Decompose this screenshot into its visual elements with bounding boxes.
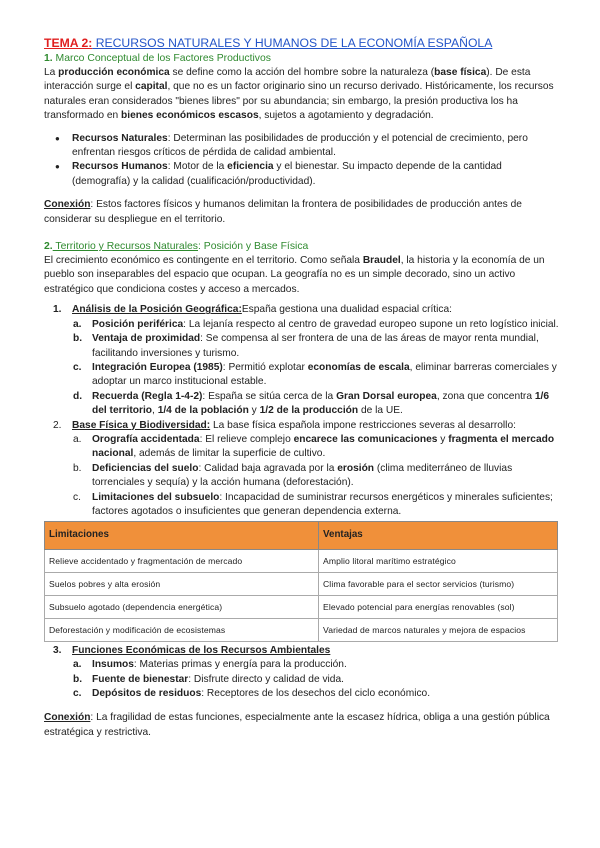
text-run: , además de limitar la superficie de cultivo. (133, 448, 326, 460)
sub-list-letter: d. (73, 390, 83, 402)
sub-list-letter: c. (73, 491, 81, 503)
conexion-text: : Estos factores físicos y humanos delimitan la frontera de posibilidades de producción antes de considerar su despliegue en el territorio. (44, 199, 522, 225)
text-run: : Se compensa al ser frontera de una de las áreas de mayor renta mundial, facilitando inversiones y turismo. (92, 333, 539, 359)
sub-list-item (44, 491, 560, 520)
text-run: : España se sitúa cerca de la (202, 390, 337, 402)
text-run: de la UE. (358, 405, 403, 417)
list-item-label: Análisis de la Posición Geográfica: (72, 304, 242, 316)
bold-term: bienes económicos escasos (121, 110, 259, 122)
text-run: : Determinan las posibilidades de producción y el potencial de crecimiento, pero enfrentan riesgos críticos de pérdida de calidad ambiental. (72, 132, 528, 159)
sub-list-letter: b. (73, 462, 82, 474)
bold-term: Deficiencias del suelo (92, 462, 199, 474)
bold-term: base física (434, 67, 487, 78)
text-run: : Incapacidad de suministrar recursos energéticos y minerales suficientes; factores agotados o insuficientes que generan dependencia externa. (92, 491, 553, 517)
section2-conexion (44, 711, 560, 740)
bold-term: Fuente de bienestar (92, 673, 189, 685)
list-item (44, 419, 560, 433)
text-run: , sujetos a agotamiento y degradación. (258, 110, 434, 122)
bold-term: Limitaciones del subsuelo (92, 491, 220, 503)
list-item-number: 2. (53, 419, 62, 431)
text-run: , eliminar barreras comerciales y adoptar un marco institucional estable. (92, 361, 557, 388)
sub-list-letter: b. (73, 333, 83, 345)
table-row (45, 618, 558, 641)
sub-list-item (44, 687, 560, 701)
text-run: : Receptores de los desechos del ciclo económico. (201, 688, 431, 699)
sub-list-item (44, 390, 560, 419)
text-run: se define como la acción del hombre sobre la naturaleza ( (169, 67, 435, 78)
bold-term: erosión (337, 462, 375, 474)
table-cell-ventaja: Amplio litoral marítimo estratégico (319, 549, 558, 572)
text-run: , que no es un factor originario sino un recurso derivado. Históricamente, los recursos naturales eran considerados "bienes libres" por su abundancia; sin embargo, la presión productiva los ha transformado en (44, 81, 554, 122)
section1-heading-number: 1. (44, 53, 53, 64)
table-cell-limitacion: Deforestación y modificación de ecosistemas (45, 618, 319, 641)
bold-term: 1/4 de la población (157, 405, 249, 417)
conexion-text: : La fragilidad de estas funciones, especialmente ante la escasez hídrica, obliga a una gestión pública estratégica y restrictiva. (44, 712, 550, 738)
conexion-label: Conexión (44, 712, 91, 724)
title-prefix: TEMA 2: (44, 36, 93, 50)
text-run: : Permitió explotar (222, 361, 308, 373)
sub-list-item (44, 361, 560, 390)
bold-term: Depósitos de residuos (92, 688, 202, 699)
sub-list-letter: c. (73, 361, 82, 373)
section1-bullet-list (44, 132, 560, 190)
sub-list-item (44, 332, 560, 361)
bold-term: eficiencia (227, 161, 274, 173)
sub-list-letter: c. (73, 688, 82, 699)
sub-list-item (44, 433, 560, 462)
sub-list-letter: b. (73, 673, 83, 685)
limitations-advantages-table (44, 521, 558, 641)
text-run: : Disfrute directo y calidad de vida. (188, 673, 344, 685)
text-run: : El relieve complejo (199, 433, 294, 445)
table-row (45, 572, 558, 595)
table-header-row (45, 522, 558, 549)
sub-list-letter: a. (73, 433, 82, 445)
text-run: El crecimiento económico es contingente en el territorio. Como señala (44, 255, 363, 267)
bold-term: economías de escala (307, 361, 410, 373)
list-item-label: Base Física y Biodiversidad: (72, 419, 211, 431)
bold-term: 1/2 de la producción (259, 405, 359, 417)
bold-term: Posición periférica (92, 318, 184, 330)
bold-term: fragmenta el mercado nacional (92, 433, 555, 460)
list-item (44, 303, 560, 317)
bold-term: encarece las comunicaciones (293, 433, 438, 445)
table-cell-limitacion: Suelos pobres y alta erosión (45, 572, 319, 595)
bold-term: producción económica (58, 67, 170, 78)
conexion-label: Conexión (44, 199, 91, 211)
text-run: (clima mediterráneo de lluvias torrenciales y sequía) y la acción humana (deforestación). (92, 462, 513, 489)
section1-intro (44, 66, 560, 124)
bold-term: Recursos Humanos (72, 161, 168, 173)
bold-term: 1/6 del territorio (92, 390, 549, 417)
section1-heading-text: Marco Conceptual de los Factores Productivos (52, 53, 271, 64)
text-run: : Calidad baja agravada por la (198, 462, 338, 474)
functions-list (44, 644, 560, 702)
text-run: ). De esta interacción surge el (44, 67, 531, 93)
sub-list-item (44, 673, 560, 687)
table-header-ventajas: Ventajas (319, 522, 558, 549)
section2-ordered-list (44, 303, 560, 519)
section2-heading-text-b: : Posición y Base Física (198, 241, 309, 253)
bold-term: Ventaja de proximidad (92, 333, 201, 345)
text-run: y (248, 405, 260, 417)
text-run: y el bienestar. Su impacto depende de la cantidad (demografía) y la calidad (cualificación/productividad). (72, 161, 502, 187)
table-row (45, 595, 558, 618)
section2-heading (44, 240, 560, 254)
list-item (44, 644, 560, 658)
section1-conexion (44, 198, 560, 227)
text-run: La (44, 67, 59, 78)
bold-term: Recursos Naturales (72, 132, 168, 144)
bullet-item (72, 132, 560, 161)
text-run: , la historia y la economía de un pueblo son inseparables del espacio que ocupan. La geografía no es un simple decorado, sino un activo estratégico que condiciona costes y acceso a mercados. (44, 255, 545, 295)
list-item-number: 3. (53, 644, 62, 656)
list-item-number: 1. (53, 304, 62, 316)
sub-list-item (44, 658, 560, 672)
table-header-limitaciones: Limitaciones (45, 522, 319, 549)
title-text: RECURSOS NATURALES Y HUMANOS DE LA ECONOMÍA ESPAÑOLA (92, 36, 493, 50)
table-cell-limitacion: Relieve accidentado y fragmentación de mercado (45, 549, 319, 572)
bold-term: Insumos (92, 659, 134, 671)
bold-term: Orografía accidentada (92, 433, 200, 445)
table-cell-limitacion: Subsuelo agotado (dependencia energética) (45, 595, 319, 618)
bold-term: capital (135, 81, 168, 93)
table-row (45, 549, 558, 572)
section2-intro (44, 254, 560, 297)
table-cell-ventaja: Variedad de marcos naturales y mejora de espacios (319, 618, 558, 641)
sub-list-letter: a. (73, 318, 82, 330)
sub-list-letter: a. (73, 659, 82, 671)
list-item-label: Funciones Económicas de los Recursos Ambientales (72, 644, 331, 656)
document-page (44, 36, 560, 740)
list-item-text: La base física española impone restricciones severas al desarrollo: (210, 419, 516, 431)
text-run: , (152, 405, 158, 417)
bullet-item (72, 160, 560, 189)
text-run: y (437, 433, 449, 445)
sub-list-item (44, 462, 560, 491)
bold-term: Braudel (362, 255, 401, 267)
bold-term: Recuerda (Regla 1-4-2) (92, 390, 203, 402)
text-run: : Motor de la (167, 161, 228, 173)
section2-heading-text-a: Territorio y Recursos Naturales (52, 241, 198, 253)
text-run: , zona que concentra (436, 390, 535, 402)
section1-heading (44, 52, 560, 66)
list-item-text: España gestiona una dualidad espacial crítica: (241, 304, 452, 316)
sub-list-item (44, 318, 560, 332)
text-run: : La lejanía respecto al centro de gravedad europeo supone un reto logístico inicial. (183, 318, 559, 330)
page-title (44, 36, 560, 51)
table-cell-ventaja: Clima favorable para el sector servicios (turismo) (319, 572, 558, 595)
table-cell-ventaja: Elevado potencial para energías renovables (sol) (319, 595, 558, 618)
bold-term: Integración Europea (1985) (92, 361, 223, 373)
text-run: : Materias primas y energía para la producción. (133, 659, 347, 671)
bold-term: Gran Dorsal europea (336, 390, 437, 402)
section2-heading-number: 2. (44, 241, 53, 253)
